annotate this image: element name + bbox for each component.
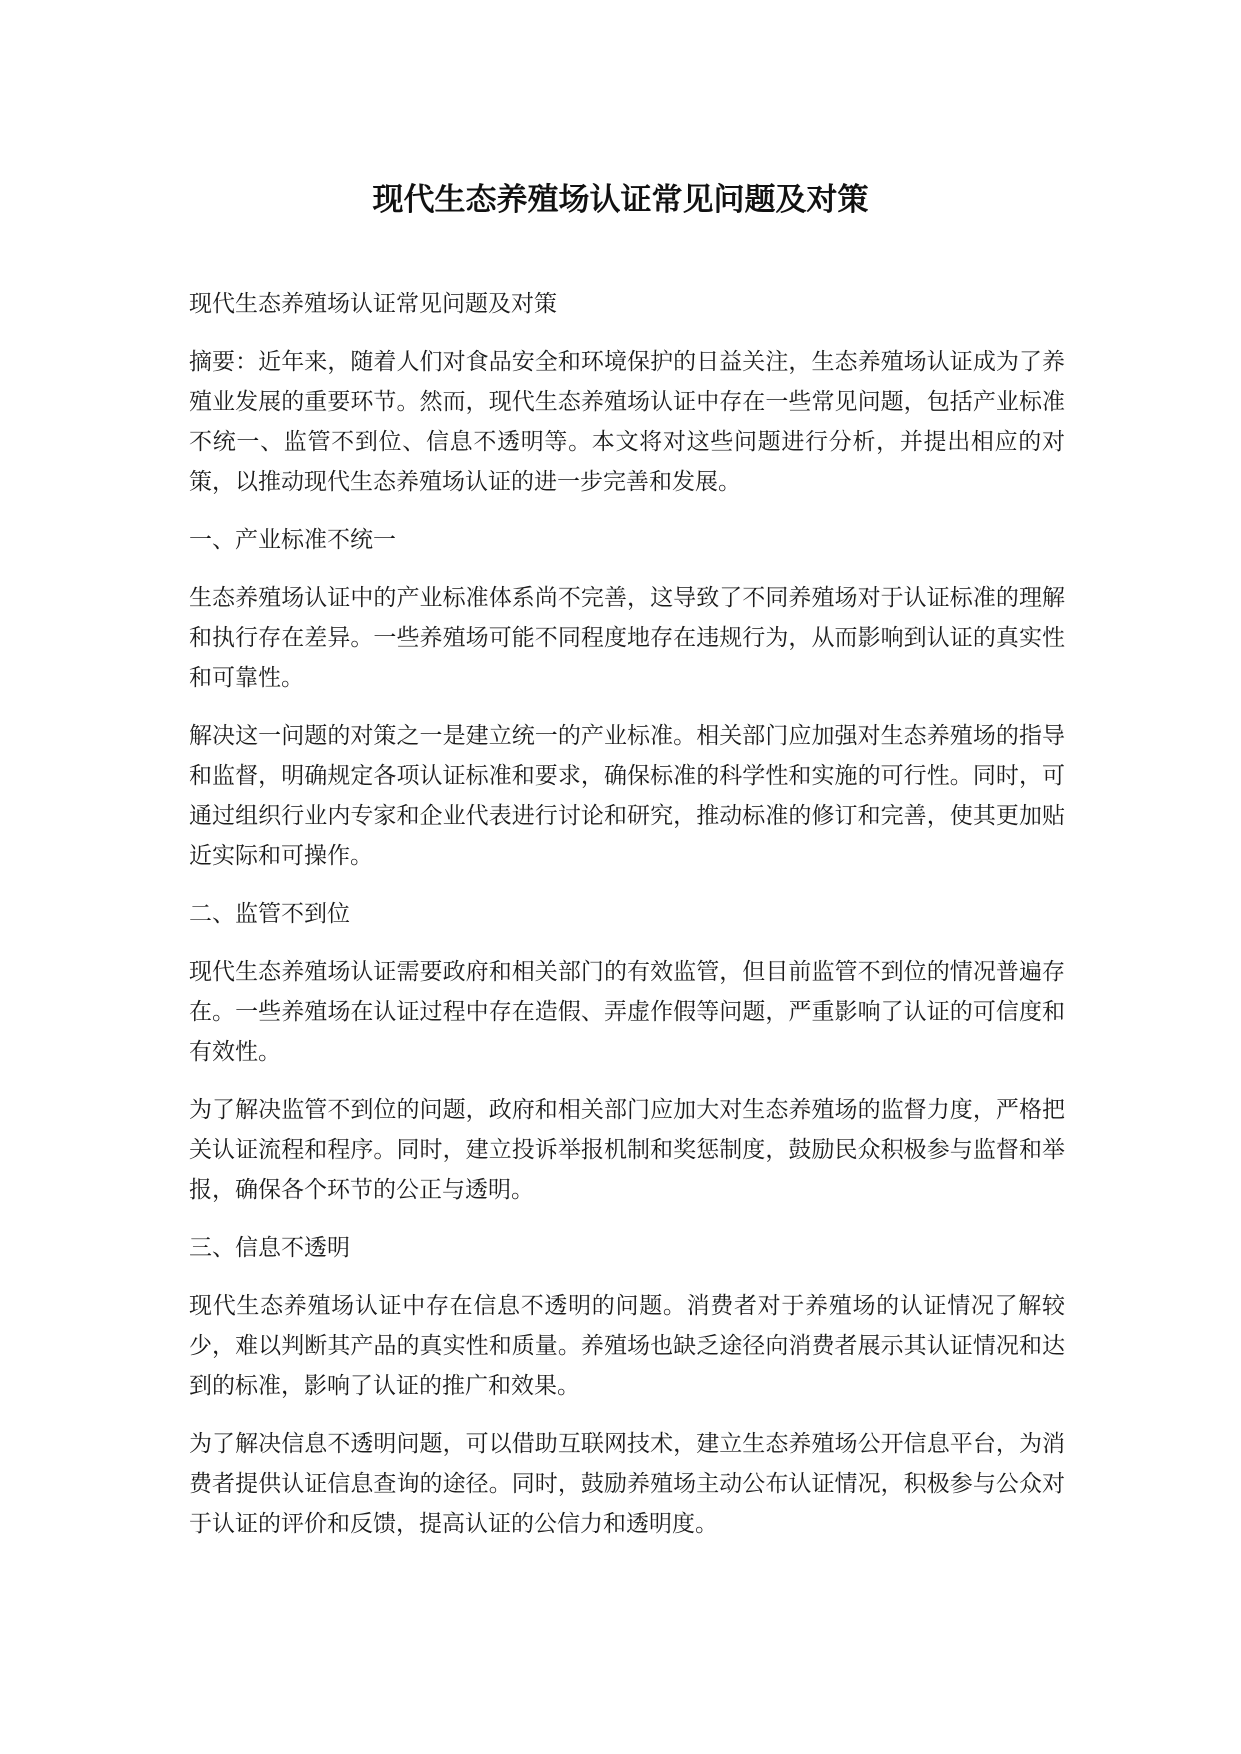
- section-1-paragraph-2: 解决这一问题的对策之一是建立统一的产业标准。相关部门应加强对生态养殖场的指导和监督，明确规定各项认证标准和要求，确保标准的科学性和实施的可行性。同时，可通过组织行业内专家和企业代表进行讨论和研究，推动标准的修订和完善，使其更加贴近实际和可操作。: [189, 723, 1065, 869]
- document-subtitle: 现代生态养殖场认证常见问题及对策: [189, 291, 557, 317]
- section-heading-3: 三、信息不透明: [189, 1235, 350, 1261]
- document-body: [189, 284, 1065, 1562]
- section-heading-2: 二、监管不到位: [189, 901, 350, 927]
- section-heading-1: 一、产业标准不统一: [189, 527, 396, 553]
- section-2-paragraph-2: 为了解决监管不到位的问题，政府和相关部门应加大对生态养殖场的监督力度，严格把关认证流程和程序。同时，建立投诉举报机制和奖惩制度，鼓励民众积极参与监督和举报，确保各个环节的公正与透明。: [189, 1097, 1065, 1203]
- section-2-paragraph-1: 现代生态养殖场认证需要政府和相关部门的有效监管，但目前监管不到位的情况普遍存在。一些养殖场在认证过程中存在造假、弄虚作假等问题，严重影响了认证的可信度和有效性。: [189, 959, 1065, 1065]
- abstract-paragraph: 摘要：近年来，随着人们对食品安全和环境保护的日益关注，生态养殖场认证成为了养殖业发展的重要环节。然而，现代生态养殖场认证中存在一些常见问题，包括产业标准不统一、监管不到位、信息不透明等。本文将对这些问题进行分析，并提出相应的对策，以推动现代生态养殖场认证的进一步完善和发展。: [189, 349, 1065, 495]
- section-3-paragraph-1: 现代生态养殖场认证中存在信息不透明的问题。消费者对于养殖场的认证情况了解较少，难以判断其产品的真实性和质量。养殖场也缺乏途径向消费者展示其认证情况和达到的标准，影响了认证的推广和效果。: [189, 1293, 1065, 1399]
- document-title: 现代生态养殖场认证常见问题及对策: [372, 182, 869, 218]
- section-1-paragraph-1: 生态养殖场认证中的产业标准体系尚不完善，这导致了不同养殖场对于认证标准的理解和执行存在差异。一些养殖场可能不同程度地存在违规行为，从而影响到认证的真实性和可靠性。: [189, 585, 1065, 691]
- section-3-paragraph-2: 为了解决信息不透明问题，可以借助互联网技术，建立生态养殖场公开信息平台，为消费者提供认证信息查询的途径。同时，鼓励养殖场主动公布认证情况，积极参与公众对于认证的评价和反馈，提高认证的公信力和透明度。: [189, 1431, 1065, 1537]
